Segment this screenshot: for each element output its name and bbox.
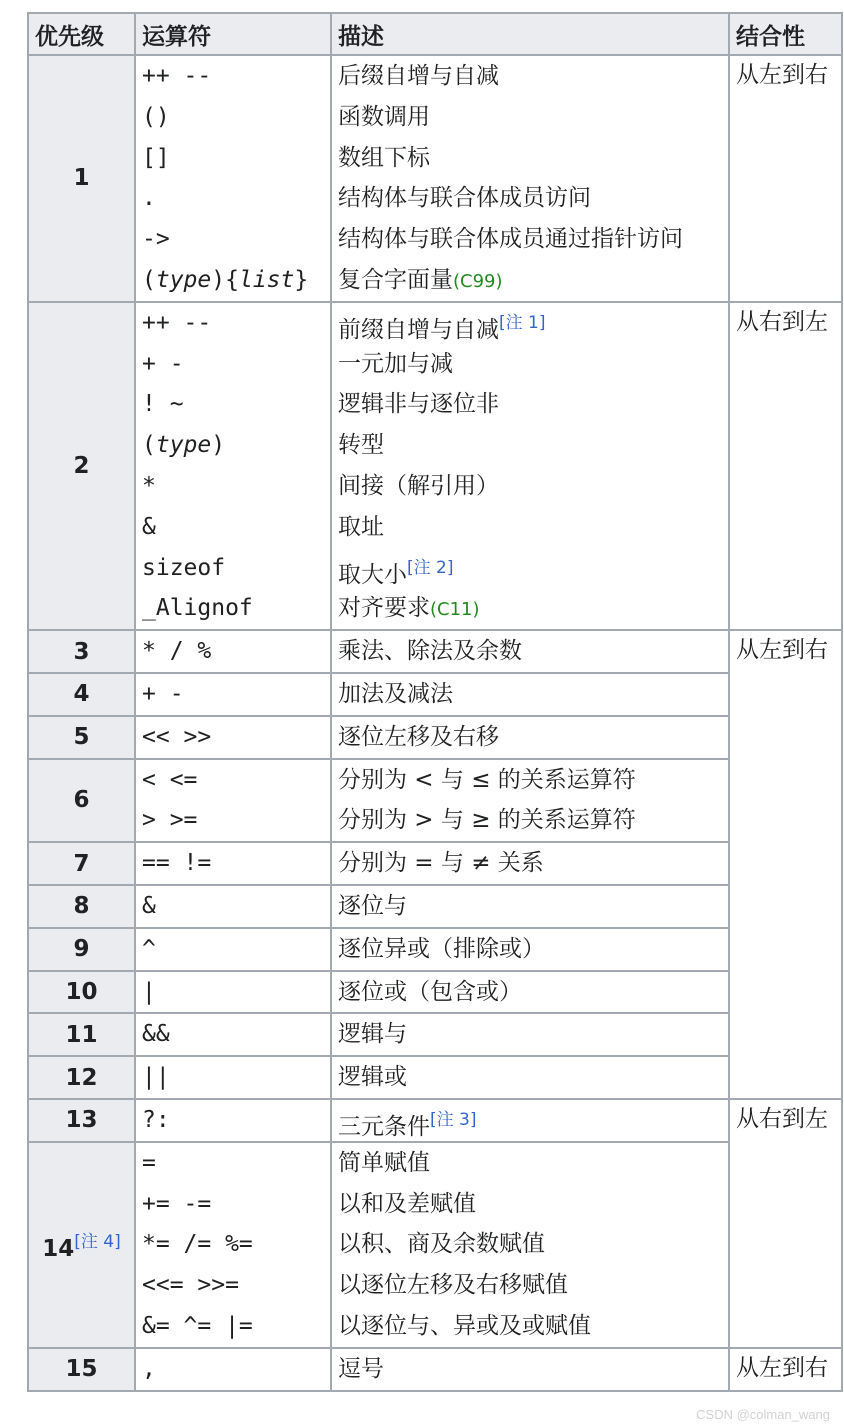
- description: 复合字面量(C99): [338, 266, 503, 293]
- operator-cell: [135, 302, 331, 630]
- description: 分别为 > 与 ≥ 的关系运算符: [338, 807, 636, 834]
- description: 以逐位与、异或及或赋值: [338, 1312, 591, 1339]
- operator: ^: [142, 935, 156, 962]
- operator-cell: [135, 716, 331, 759]
- description: 简单赋值: [338, 1149, 430, 1176]
- description-cell: [331, 1099, 729, 1142]
- description: 加法及减法: [338, 680, 453, 707]
- table-row: [28, 1348, 842, 1391]
- operator: &: [142, 513, 156, 540]
- description: 后缀自增与自减: [338, 63, 499, 89]
- operator-cell: [135, 55, 331, 302]
- level-cell: 13: [28, 1099, 135, 1142]
- watermark: CSDN @colman_wang: [696, 1407, 830, 1422]
- operator-cell: [135, 928, 331, 971]
- description: 以积、商及余数赋值: [338, 1231, 545, 1258]
- description-cell: [331, 1348, 729, 1391]
- level-cell: 11: [28, 1013, 135, 1056]
- description: 取址: [338, 513, 384, 540]
- table-row: [28, 630, 842, 673]
- level-cell: 14[注 4]: [28, 1142, 135, 1348]
- level-cell: 10: [28, 971, 135, 1014]
- operator: ++ --: [142, 309, 212, 336]
- description: 逻辑非与逐位非: [338, 391, 499, 418]
- description: 逻辑与: [338, 1021, 407, 1048]
- associativity-cell: 从右到左: [729, 1099, 842, 1348]
- description: 逻辑或: [338, 1064, 407, 1091]
- operator: *: [142, 472, 156, 499]
- description-cell: [331, 971, 729, 1014]
- operator: ?:: [142, 1106, 170, 1133]
- operator-cell: [135, 842, 331, 885]
- description: 取大小[注 2]: [338, 557, 454, 588]
- operator: &&: [142, 1021, 170, 1048]
- operator: (type): [142, 432, 226, 459]
- level-cell: 2: [28, 302, 135, 630]
- description: 分别为 = 与 ≠ 关系: [338, 850, 544, 877]
- description: 分别为 < 与 ≤ 的关系运算符: [338, 766, 636, 793]
- description-cell: [331, 1142, 729, 1348]
- operator: > >=: [142, 807, 198, 834]
- description: 乘法、除法及余数: [338, 638, 522, 665]
- level-cell: 1: [28, 55, 135, 302]
- table-row: [28, 1056, 842, 1099]
- operator: ,: [142, 1355, 156, 1382]
- table-row: [28, 673, 842, 716]
- level-cell: 5: [28, 716, 135, 759]
- operator: ||: [142, 1064, 170, 1091]
- description: 以逐位左移及右移赋值: [338, 1272, 568, 1299]
- description-cell: [331, 1056, 729, 1099]
- operator: &: [142, 892, 156, 919]
- level-cell: 7: [28, 842, 135, 885]
- table-row: [28, 885, 842, 928]
- footnote-link[interactable]: [注 2]: [407, 557, 454, 578]
- associativity-cell: 从左到右: [729, 630, 842, 1099]
- operator: sizeof: [142, 554, 226, 581]
- header-associativity: 结合性: [729, 13, 842, 55]
- description: 结构体与联合体成员访问: [338, 185, 591, 212]
- table-row: [28, 928, 842, 971]
- operator-cell: [135, 1056, 331, 1099]
- table-row: [28, 302, 842, 630]
- description-cell: [331, 842, 729, 885]
- description-cell: [331, 302, 729, 630]
- header-level: 优先级: [28, 13, 135, 55]
- operator: ! ~: [142, 391, 184, 418]
- level-cell: 4: [28, 673, 135, 716]
- operator-cell: [135, 885, 331, 928]
- table-row: [28, 759, 842, 843]
- header-operator: 运算符: [135, 13, 331, 55]
- footnote-link[interactable]: [注 1]: [499, 312, 546, 333]
- operator-cell: [135, 1348, 331, 1391]
- operator: |: [142, 978, 156, 1005]
- description-cell: [331, 716, 729, 759]
- description: 转型: [338, 432, 384, 459]
- operator: []: [142, 144, 170, 171]
- description: 逐位或（包含或）: [338, 978, 522, 1005]
- description-cell: [331, 1013, 729, 1056]
- description-cell: [331, 55, 729, 302]
- header-row: [28, 13, 842, 55]
- operator: * / %: [142, 638, 212, 665]
- level-cell: 8: [28, 885, 135, 928]
- table-row: [28, 1142, 842, 1348]
- standard-tag: (C99): [453, 270, 503, 292]
- operator: <<= >>=: [142, 1272, 239, 1299]
- standard-tag: (C11): [430, 599, 480, 621]
- operator: &= ^= |=: [142, 1312, 253, 1339]
- table-row: [28, 971, 842, 1014]
- description: 函数调用: [338, 103, 430, 130]
- operator-cell: [135, 630, 331, 673]
- description: 数组下标: [338, 144, 430, 171]
- operator-precedence-table: [27, 12, 843, 1392]
- operator-cell: [135, 971, 331, 1014]
- operator: + -: [142, 350, 184, 377]
- operator: << >>: [142, 723, 212, 750]
- description: 前缀自增与自减[注 1]: [338, 312, 546, 343]
- description: 逗号: [338, 1355, 384, 1382]
- operator: *= /= %=: [142, 1231, 253, 1258]
- operator: + -: [142, 680, 184, 707]
- operator: _Alignof: [142, 595, 253, 622]
- description-cell: [331, 759, 729, 843]
- operator-cell: [135, 1142, 331, 1348]
- operator: ->: [142, 226, 170, 253]
- associativity-cell: 从右到左: [729, 302, 842, 630]
- table-row: [28, 55, 842, 302]
- table-row: [28, 1099, 842, 1142]
- description: 三元条件[注 3]: [338, 1109, 477, 1140]
- associativity-cell: 从左到右: [729, 55, 842, 302]
- level-cell: 6: [28, 759, 135, 843]
- description: 间接（解引用）: [338, 472, 499, 499]
- operator-cell: [135, 1099, 331, 1142]
- description-cell: [331, 630, 729, 673]
- table-row: [28, 1013, 842, 1056]
- description: 逐位左移及右移: [338, 723, 499, 750]
- description-cell: [331, 673, 729, 716]
- description: 逐位与: [338, 892, 407, 919]
- operator: .: [142, 185, 156, 212]
- operator-cell: [135, 1013, 331, 1056]
- level-cell: 3: [28, 630, 135, 673]
- level-cell: 15: [28, 1348, 135, 1391]
- description: 以和及差赋值: [338, 1190, 476, 1217]
- operator-cell: [135, 673, 331, 716]
- description-cell: [331, 885, 729, 928]
- description: 对齐要求(C11): [338, 595, 480, 622]
- operator: ++ --: [142, 63, 212, 89]
- description: 逐位异或（排除或）: [338, 935, 545, 962]
- description: 结构体与联合体成员通过指针访问: [338, 226, 683, 253]
- operator: < <=: [142, 766, 198, 793]
- description-cell: [331, 928, 729, 971]
- level-cell: 9: [28, 928, 135, 971]
- level-cell: 12: [28, 1056, 135, 1099]
- footnote-link[interactable]: [注 4]: [74, 1232, 121, 1253]
- operator: =: [142, 1149, 156, 1176]
- header-description: 描述: [331, 13, 729, 55]
- associativity-cell: 从左到右: [729, 1348, 842, 1391]
- operator: += -=: [142, 1190, 212, 1217]
- operator: (type){list}: [142, 266, 309, 293]
- footnote-link[interactable]: [注 3]: [430, 1109, 477, 1130]
- description: 一元加与减: [338, 350, 453, 377]
- operator: == !=: [142, 850, 212, 877]
- operator-cell: [135, 759, 331, 843]
- operator: (): [142, 103, 170, 130]
- table-row: [28, 842, 842, 885]
- table-row: [28, 716, 842, 759]
